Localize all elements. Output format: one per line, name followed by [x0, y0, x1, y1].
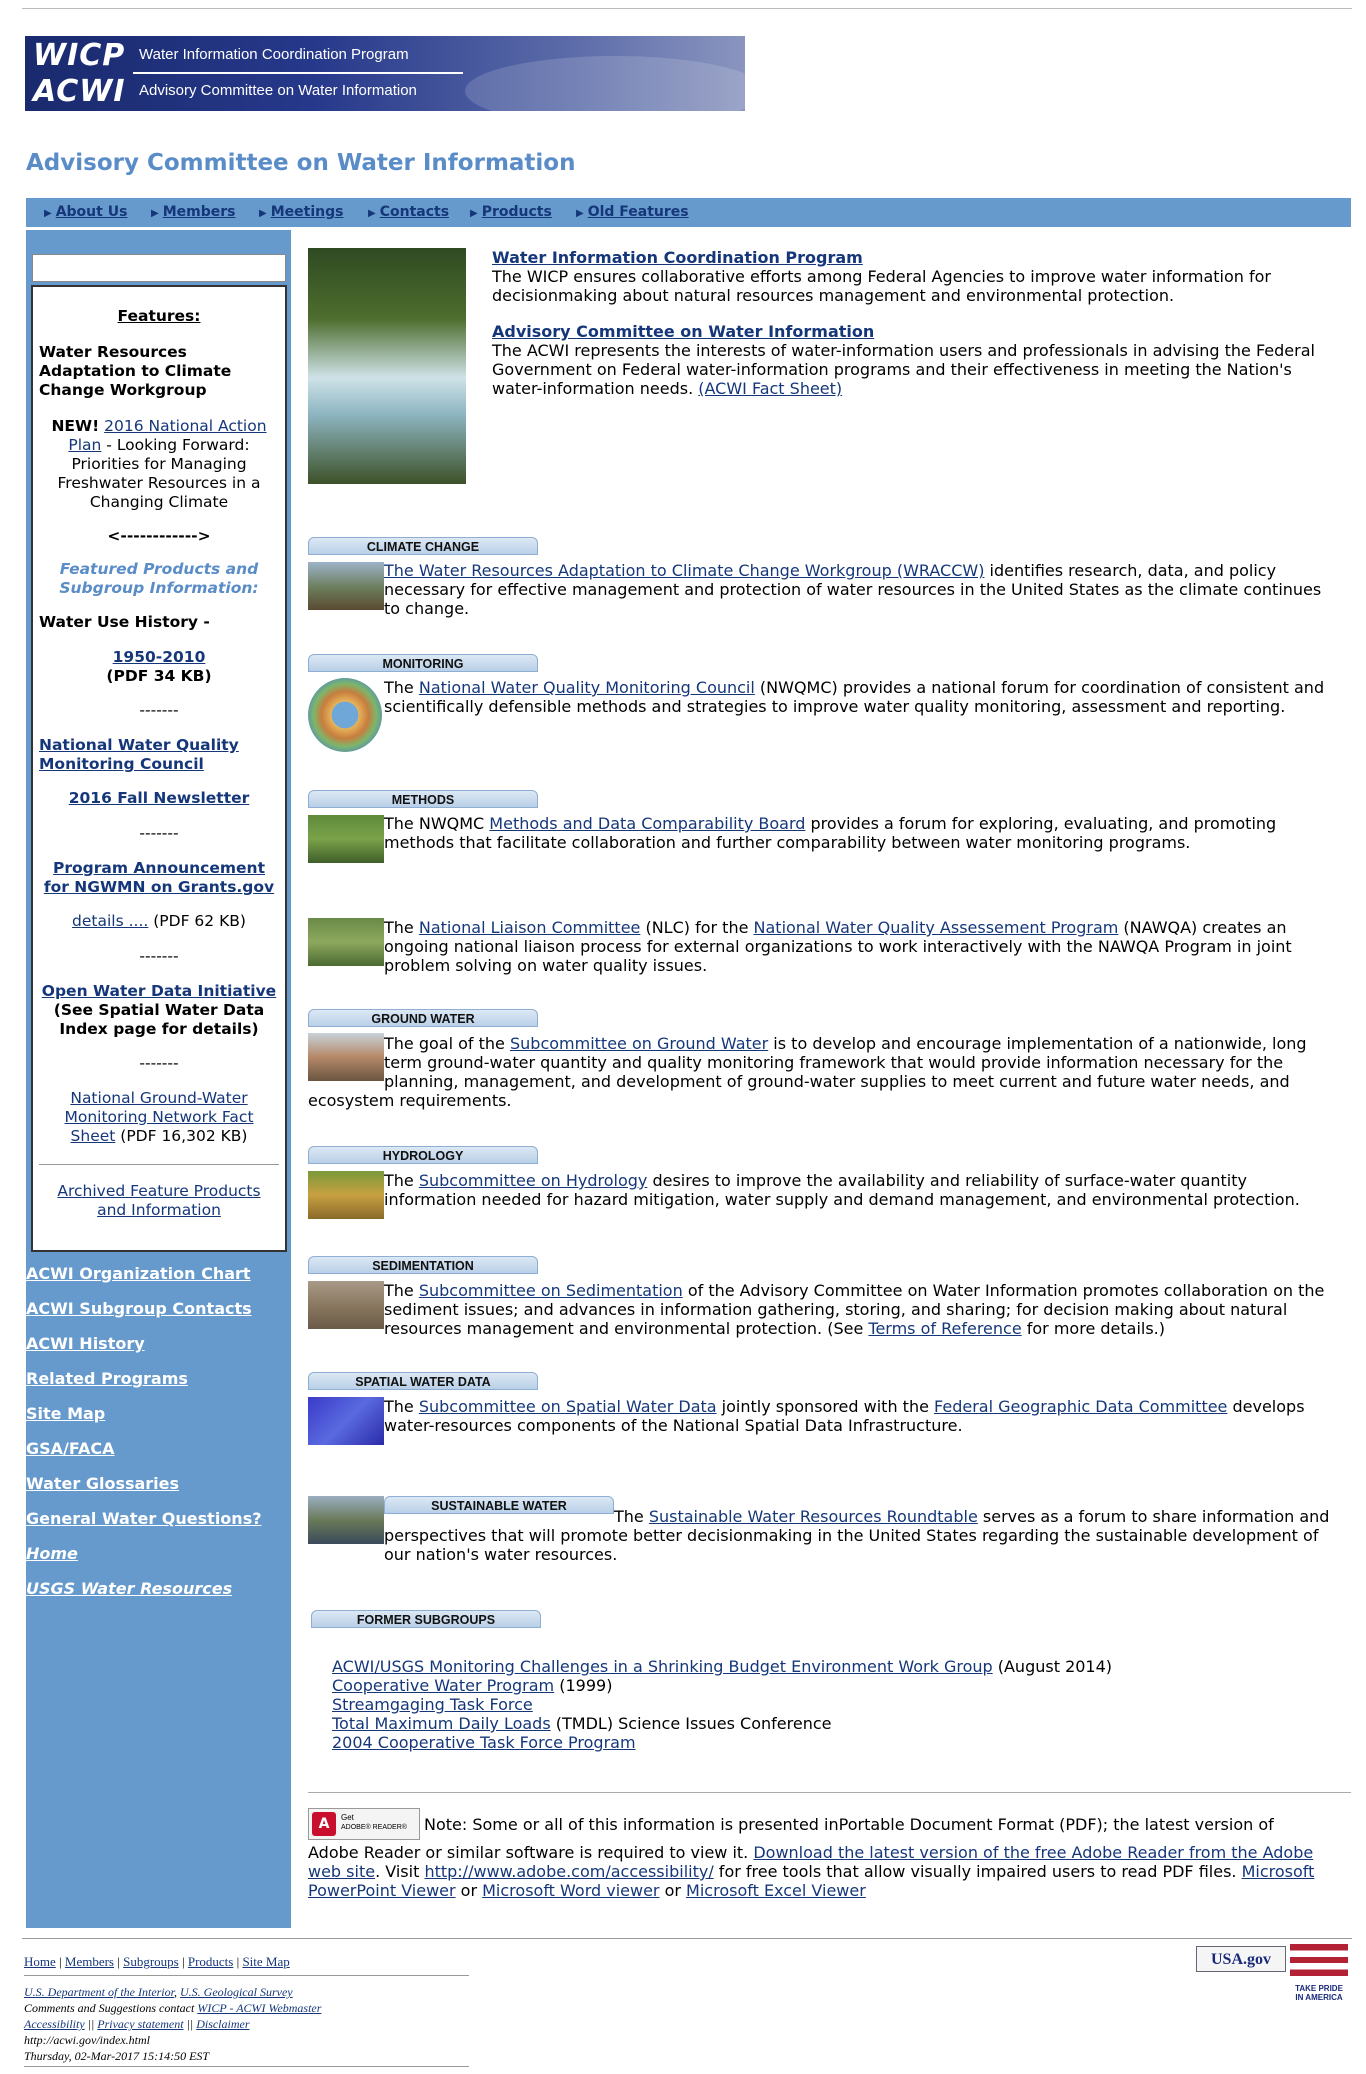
sustainable-roundtable-link[interactable]: Sustainable Water Resources Roundtable [648, 1507, 978, 1526]
flag-icon [1290, 1944, 1348, 1976]
footer-dept-line: U.S. Department of the Interior, U.S. Geological Survey [24, 1985, 293, 1999]
banner-line-2: Advisory Committee on Water Information [139, 82, 417, 99]
groundwater-line-4: ecosystem requirements. [308, 1091, 512, 1110]
nav-about-us[interactable]: ▶ About Us [44, 204, 128, 220]
left-link-subgroup-contacts[interactable]: ACWI Subgroup Contacts [26, 1299, 252, 1318]
former-item-3 [332, 1695, 533, 1714]
section-methods: METHODS [308, 790, 538, 808]
left-link-glossaries[interactable]: Water Glossaries [26, 1474, 180, 1493]
sedimentation-line-2: sediment issues; and advances in information gathering, storing, and sharing; for decision making about natural [384, 1300, 1288, 1319]
sedimentation-line-3: resources management and environmental protection. (See Terms of Reference for more details.) [384, 1319, 1166, 1338]
disclaimer-link[interactable]: Disclaimer [196, 2017, 250, 2031]
ngw-link-3[interactable]: Sheet [70, 1127, 116, 1145]
nlc-line-3: problem solving on water quality issues. [384, 956, 708, 975]
get-adobe-reader-badge[interactable] [308, 1808, 420, 1840]
plan-line-1 [33, 417, 285, 436]
acwi-fact-sheet-link[interactable]: (ACWI Fact Sheet) [698, 379, 843, 398]
sedimentation-photo [308, 1281, 384, 1329]
ms-powerpoint-link-2[interactable]: PowerPoint Viewer [308, 1881, 456, 1900]
climate-line-3: to change. [384, 599, 470, 618]
footer-link-products[interactable]: Products [187, 1954, 234, 1969]
action-plan-link[interactable]: 2016 National Action [104, 417, 267, 435]
triangle-right-icon: ▶ [368, 208, 376, 219]
separator-1: ------- [139, 701, 179, 719]
acwi-text-1: The ACWI represents the interests of water-information users and professionals in advising the Federal [492, 341, 1315, 360]
page-title: Advisory Committee on Water Information [26, 150, 576, 176]
owdi-note-2: Index page for details) [59, 1020, 259, 1038]
left-link-history[interactable]: ACWI History [26, 1334, 145, 1353]
footer-link-subgroups[interactable]: Subgroups [123, 1954, 179, 1969]
site-banner[interactable] [25, 36, 745, 111]
footer-date: Thursday, 02-Mar-2017 15:14:50 EST [24, 2049, 210, 2063]
ms-word-link[interactable]: Microsoft Word viewer [482, 1881, 660, 1900]
owdi-link[interactable]: Open Water Data Initiative [41, 982, 277, 1000]
separator-4: ------- [139, 1054, 179, 1072]
pdf-divider [308, 1792, 1351, 1793]
banner-wave-graphic [465, 56, 745, 111]
groundwater-line-3: planning, management, and development of ground-water supplies to meet current and future water needs, and [384, 1072, 1290, 1091]
section-sedimentation: SEDIMENTATION [308, 1256, 538, 1274]
pdf-note-line-2: Adobe Reader or similar software is required to view it. Download the latest version of the free Adobe Reader from the Adobe [308, 1843, 1314, 1862]
footer-link-home[interactable]: Home [24, 1954, 56, 1969]
triangle-right-icon: ▶ [44, 208, 52, 219]
left-link-related-programs[interactable]: Related Programs [26, 1369, 188, 1388]
footer-contact-line: Comments and Suggestions contact WICP - ACWI Webmaster [24, 2001, 322, 2015]
left-link-home[interactable]: Home [26, 1544, 78, 1563]
nwqmc-logo [308, 678, 382, 752]
pdf-icon: A [312, 1812, 336, 1836]
section-climate-change: CLIMATE CHANGE [308, 537, 538, 555]
nlc-line-1: The National Liaison Committee (NLC) for the National Water Quality Assessement Program (NAWQA) creates an [384, 918, 1287, 937]
acwi-text-2: Government on Federal water-information programs and their effectiveness in meeting the Nation's [492, 360, 1292, 379]
section-monitoring: MONITORING [308, 654, 538, 672]
program-announcement-link-1[interactable]: Program Announcement [53, 859, 265, 877]
featured-heading-1: Featured Products and [59, 560, 259, 578]
hydrology-line-2: information needed for hazard mitigation, water supply and demand management, and environmental protection. [384, 1190, 1300, 1209]
plan-line-2: Plan - Looking Forward: [68, 436, 250, 454]
methods-photo [308, 815, 384, 863]
ngw-line-3: Sheet (PDF 16,302 KB) [70, 1127, 248, 1145]
usgs-link[interactable]: U.S. Geological Survey [179, 1985, 293, 1999]
groundwater-line-2: term ground-water quantity and quality monitoring framework that would provide information necessary for the [384, 1053, 1284, 1072]
newsletter-link[interactable]: 2016 Fall Newsletter [68, 789, 250, 807]
fgdc-link[interactable]: Federal Geographic Data Committee [934, 1397, 1228, 1416]
acwi-title-link[interactable]: Advisory Committee on Water Information [492, 322, 875, 341]
stream-photo [308, 248, 466, 484]
methods-line-1: The NWQMC Methods and Data Comparability Board provides a forum for exploring, evaluating, and promoting [384, 814, 1277, 833]
nav-contacts[interactable]: ▶ Contacts [368, 204, 450, 220]
take-pride-line-1: TAKE PRIDE [1295, 1984, 1343, 1993]
nawqa-link[interactable]: National Water Quality Assessement Program [753, 918, 1119, 937]
acwi-logo: ACWI [33, 74, 126, 109]
features-divider [39, 1164, 279, 1165]
sustainable-line-1: The Sustainable Water Resources Roundtable serves as a forum to share information and [614, 1507, 1330, 1526]
archived-link-1[interactable]: Archived Feature Products [57, 1182, 261, 1200]
section-former-subgroups: FORMER SUBGROUPS [311, 1610, 541, 1628]
spatial-line-1: The Subcommittee on Spatial Water Data jointly sponsored with the Federal Geographic Data Committee develops [384, 1397, 1305, 1416]
left-link-gsa-faca[interactable]: GSA/FACA [26, 1439, 115, 1458]
nwqmc-link-1[interactable]: National Water Quality [39, 736, 239, 754]
pdf-note-line-4: PowerPoint Viewer or Microsoft Word viewer or Microsoft Excel Viewer [308, 1881, 866, 1900]
footer-divider [22, 1938, 1352, 1939]
sustainable-line-2: perspectives that will promote better decisionmaking in the United States regarding the sustainable development of [384, 1526, 1319, 1545]
spatial-map-image [308, 1397, 384, 1445]
methods-line-2: methods that facilitate collaboration and further comparability between water monitoring programs. [384, 833, 1191, 852]
hydrology-link[interactable]: Subcommittee on Hydrology [418, 1171, 648, 1190]
acwi-text-3: water-information needs. (ACWI Fact Sheet) [492, 379, 843, 398]
wicp-title-link[interactable]: Water Information Coordination Program [492, 248, 863, 267]
water-use-pdf: (PDF 34 KB) [106, 667, 212, 685]
nlc-link[interactable]: National Liaison Committee [418, 918, 641, 937]
climate-line-1: The Water Resources Adaptation to Climate Change Workgroup (WRACCW) identifies research, data, and policy [384, 561, 1277, 580]
ms-powerpoint-link[interactable]: Microsoft [1241, 1862, 1315, 1881]
groundwater-photo [308, 1033, 384, 1081]
take-pride-line-2: IN AMERICA [1295, 1993, 1343, 2002]
separator-2: ------- [139, 824, 179, 842]
section-spatial-water-data: SPATIAL WATER DATA [308, 1372, 538, 1390]
sustainable-line-3: our nation's water resources. [384, 1545, 618, 1564]
former-item-4: Total Maximum Daily Loads (TMDL) Science Issues Conference [332, 1714, 832, 1733]
methods-board-link[interactable]: Methods and Data Comparability Board [489, 814, 806, 833]
wicp-logo: WICP [33, 38, 126, 73]
water-use-link[interactable]: 1950-2010 [112, 648, 206, 666]
footer-nav: Home | Members | Subgroups | Products | Site Map [24, 1954, 290, 1969]
left-link-usgs[interactable]: USGS Water Resources [26, 1579, 233, 1598]
sedimentation-line-1: The Subcommittee on Sedimentation of the Advisory Committee on Water Information promotes collaboration on the [384, 1281, 1325, 1300]
hydrology-photo [308, 1171, 384, 1219]
archived-link-2[interactable]: and Information [97, 1201, 221, 1219]
top-rule [22, 8, 1352, 9]
nwqmc-link[interactable]: National Water Quality Monitoring Council [418, 678, 755, 697]
hydrology-line-1: The Subcommittee on Hydrology desires to improve the availability and reliability of surface-water quantity [384, 1171, 1247, 1190]
former-link-streamgaging[interactable]: Streamgaging Task Force [332, 1695, 533, 1714]
footer-policy-line: Accessibility || Privacy statement || Disclaimer [24, 2017, 250, 2031]
nlc-photo [308, 918, 384, 966]
adobe-download-link[interactable]: Download the latest version of the free Adobe Reader from the Adobe [753, 1843, 1314, 1862]
former-link-tmdl[interactable]: Total Maximum Daily Loads [332, 1714, 551, 1733]
former-item-1: ACWI/USGS Monitoring Challenges in a Shrinking Budget Environment Work Group (August 2014) [332, 1657, 1113, 1676]
action-plan-link-2[interactable]: Plan [68, 436, 102, 454]
former-item-2: Cooperative Water Program (1999) [332, 1676, 613, 1695]
footer-link-site-map[interactable]: Site Map [242, 1954, 290, 1969]
former-link-monitoring-challenges[interactable]: ACWI/USGS Monitoring Challenges in a Shrinking Budget Environment Work Group [332, 1657, 993, 1676]
arrows-divider: <------------> [107, 527, 211, 545]
section-ground-water: GROUND WATER [308, 1009, 538, 1027]
privacy-link[interactable]: Privacy statement [97, 2017, 184, 2031]
ngw-link-2[interactable]: Monitoring Network Fact [64, 1108, 254, 1126]
monitoring-line-2: scientifically defensible methods and strategies to improve water quality monitoring, assessment and reporting. [384, 697, 1286, 716]
footer-url: http://acwi.gov/index.html [24, 2033, 150, 2047]
features-box [31, 285, 287, 1252]
adobe-accessibility-link[interactable]: http://www.adobe.com/accessibility/ [424, 1862, 714, 1881]
spatial-line-2: water-resources components of the National Spatial Data Infrastructure. [384, 1416, 963, 1435]
banner-line-1: Water Information Coordination Program [139, 46, 409, 63]
nwqmc-link-2[interactable]: Monitoring Council [39, 755, 204, 773]
climate-photo [308, 562, 384, 610]
badge-reader-label: ADOBE® READER® [341, 1824, 407, 1831]
details-link[interactable]: details .... [72, 912, 149, 930]
wicp-text-1: The WICP ensures collaborative efforts among Federal Agencies to improve water information for [492, 267, 1271, 286]
former-link-2004-task-force[interactable]: 2004 Cooperative Task Force Program [332, 1733, 636, 1752]
former-item-5 [332, 1733, 636, 1752]
nav-products[interactable]: ▶ Products [470, 204, 552, 220]
accessibility-link[interactable]: Accessibility [24, 2017, 85, 2031]
water-use-label: Water Use History - [39, 613, 210, 631]
ground-water-link[interactable]: Subcommittee on Ground Water [509, 1034, 769, 1053]
left-link-questions[interactable]: General Water Questions? [26, 1509, 262, 1528]
nav-old-features[interactable]: ▶ Old Features [576, 204, 689, 220]
usa-gov-logo[interactable]: USA.gov [1196, 1946, 1286, 1972]
webmaster-link[interactable]: WICP - ACWI Webmaster [197, 2001, 322, 2015]
details-line: details .... (PDF 62 KB) [72, 912, 246, 930]
climate-line-2: necessary for effective management and protection of water resources in the United States as the climate continues [384, 580, 1322, 599]
adobe-download-link-2[interactable]: web site [308, 1862, 376, 1881]
pdf-note-line-3: web site. Visit http://www.adobe.com/accessibility/ for free tools that allow visually impaired users to read PDF files. Microsoft [308, 1862, 1315, 1881]
section-sustainable-water: SUSTAINABLE WATER [384, 1496, 614, 1514]
former-link-cooperative-water[interactable]: Cooperative Water Program [332, 1676, 555, 1695]
features-heading: Features: [117, 307, 201, 325]
triangle-right-icon: ▶ [576, 208, 584, 219]
wraccw-title: Water Resources Adaptation to Climate Change Workgroup [39, 343, 232, 399]
new-badge: NEW! [51, 417, 100, 435]
nav-meetings[interactable]: ▶ Meetings [259, 204, 344, 220]
nlc-line-2: ongoing national liaison process for external organizations to work interactively with the NAWQA Program in joint [384, 937, 1292, 956]
badge-get-label: Get [341, 1813, 354, 1822]
take-pride-logo[interactable] [1290, 1984, 1348, 2002]
left-link-site-map[interactable]: Site Map [26, 1404, 106, 1423]
separator-3: ------- [139, 947, 179, 965]
footer-rule-2 [24, 2066, 469, 2067]
triangle-right-icon: ▶ [151, 208, 159, 219]
doi-link[interactable]: U.S. Department of the Interior [24, 1985, 174, 1999]
top-nav [26, 198, 1351, 227]
search-input[interactable] [32, 254, 286, 282]
owdi-note-1: (See Spatial Water Data [53, 1001, 265, 1019]
nav-members[interactable]: ▶ Members [151, 204, 236, 220]
plan-line-3: Priorities for Managing [71, 455, 247, 473]
footer-rule-1 [24, 1975, 469, 1976]
ngw-link-1[interactable]: National Ground-Water [70, 1089, 248, 1107]
wraccw-link[interactable]: The Water Resources Adaptation to Climate Change Workgroup (WRACCW) [384, 561, 985, 580]
pdf-note-line-1: Note: Some or all of this information is presented inPortable Document Format (PDF); the latest version of [424, 1815, 1274, 1834]
wicp-text-2: decisionmaking about natural resources management and environmental protection. [492, 286, 1175, 305]
footer-link-members[interactable]: Members [64, 1954, 114, 1969]
program-announcement-link-2[interactable]: for NGWMN on Grants.gov [43, 878, 275, 896]
triangle-right-icon: ▶ [259, 208, 267, 219]
featured-heading-2: Subgroup Information: [59, 579, 259, 597]
ms-excel-link[interactable]: Microsoft Excel Viewer [686, 1881, 866, 1900]
monitoring-line-1: The National Water Quality Monitoring Council (NWQMC) provides a national forum for coordination of consistent and [384, 678, 1325, 697]
left-link-org-chart[interactable]: ACWI Organization Chart [26, 1264, 251, 1283]
triangle-right-icon: ▶ [470, 208, 478, 219]
sustainable-photo [308, 1496, 384, 1544]
sedimentation-link[interactable]: Subcommittee on Sedimentation [418, 1281, 683, 1300]
section-hydrology: HYDROLOGY [308, 1146, 538, 1164]
terms-of-reference-link[interactable]: Terms of Reference [868, 1319, 1022, 1338]
banner-divider [133, 72, 463, 74]
plan-line-5: Changing Climate [89, 493, 229, 511]
groundwater-line-1: The goal of the Subcommittee on Ground Water is to develop and encourage implementation of a nationwide, long [384, 1034, 1307, 1053]
spatial-water-data-link[interactable]: Subcommittee on Spatial Water Data [418, 1397, 717, 1416]
plan-line-4: Freshwater Resources in a [57, 474, 261, 492]
